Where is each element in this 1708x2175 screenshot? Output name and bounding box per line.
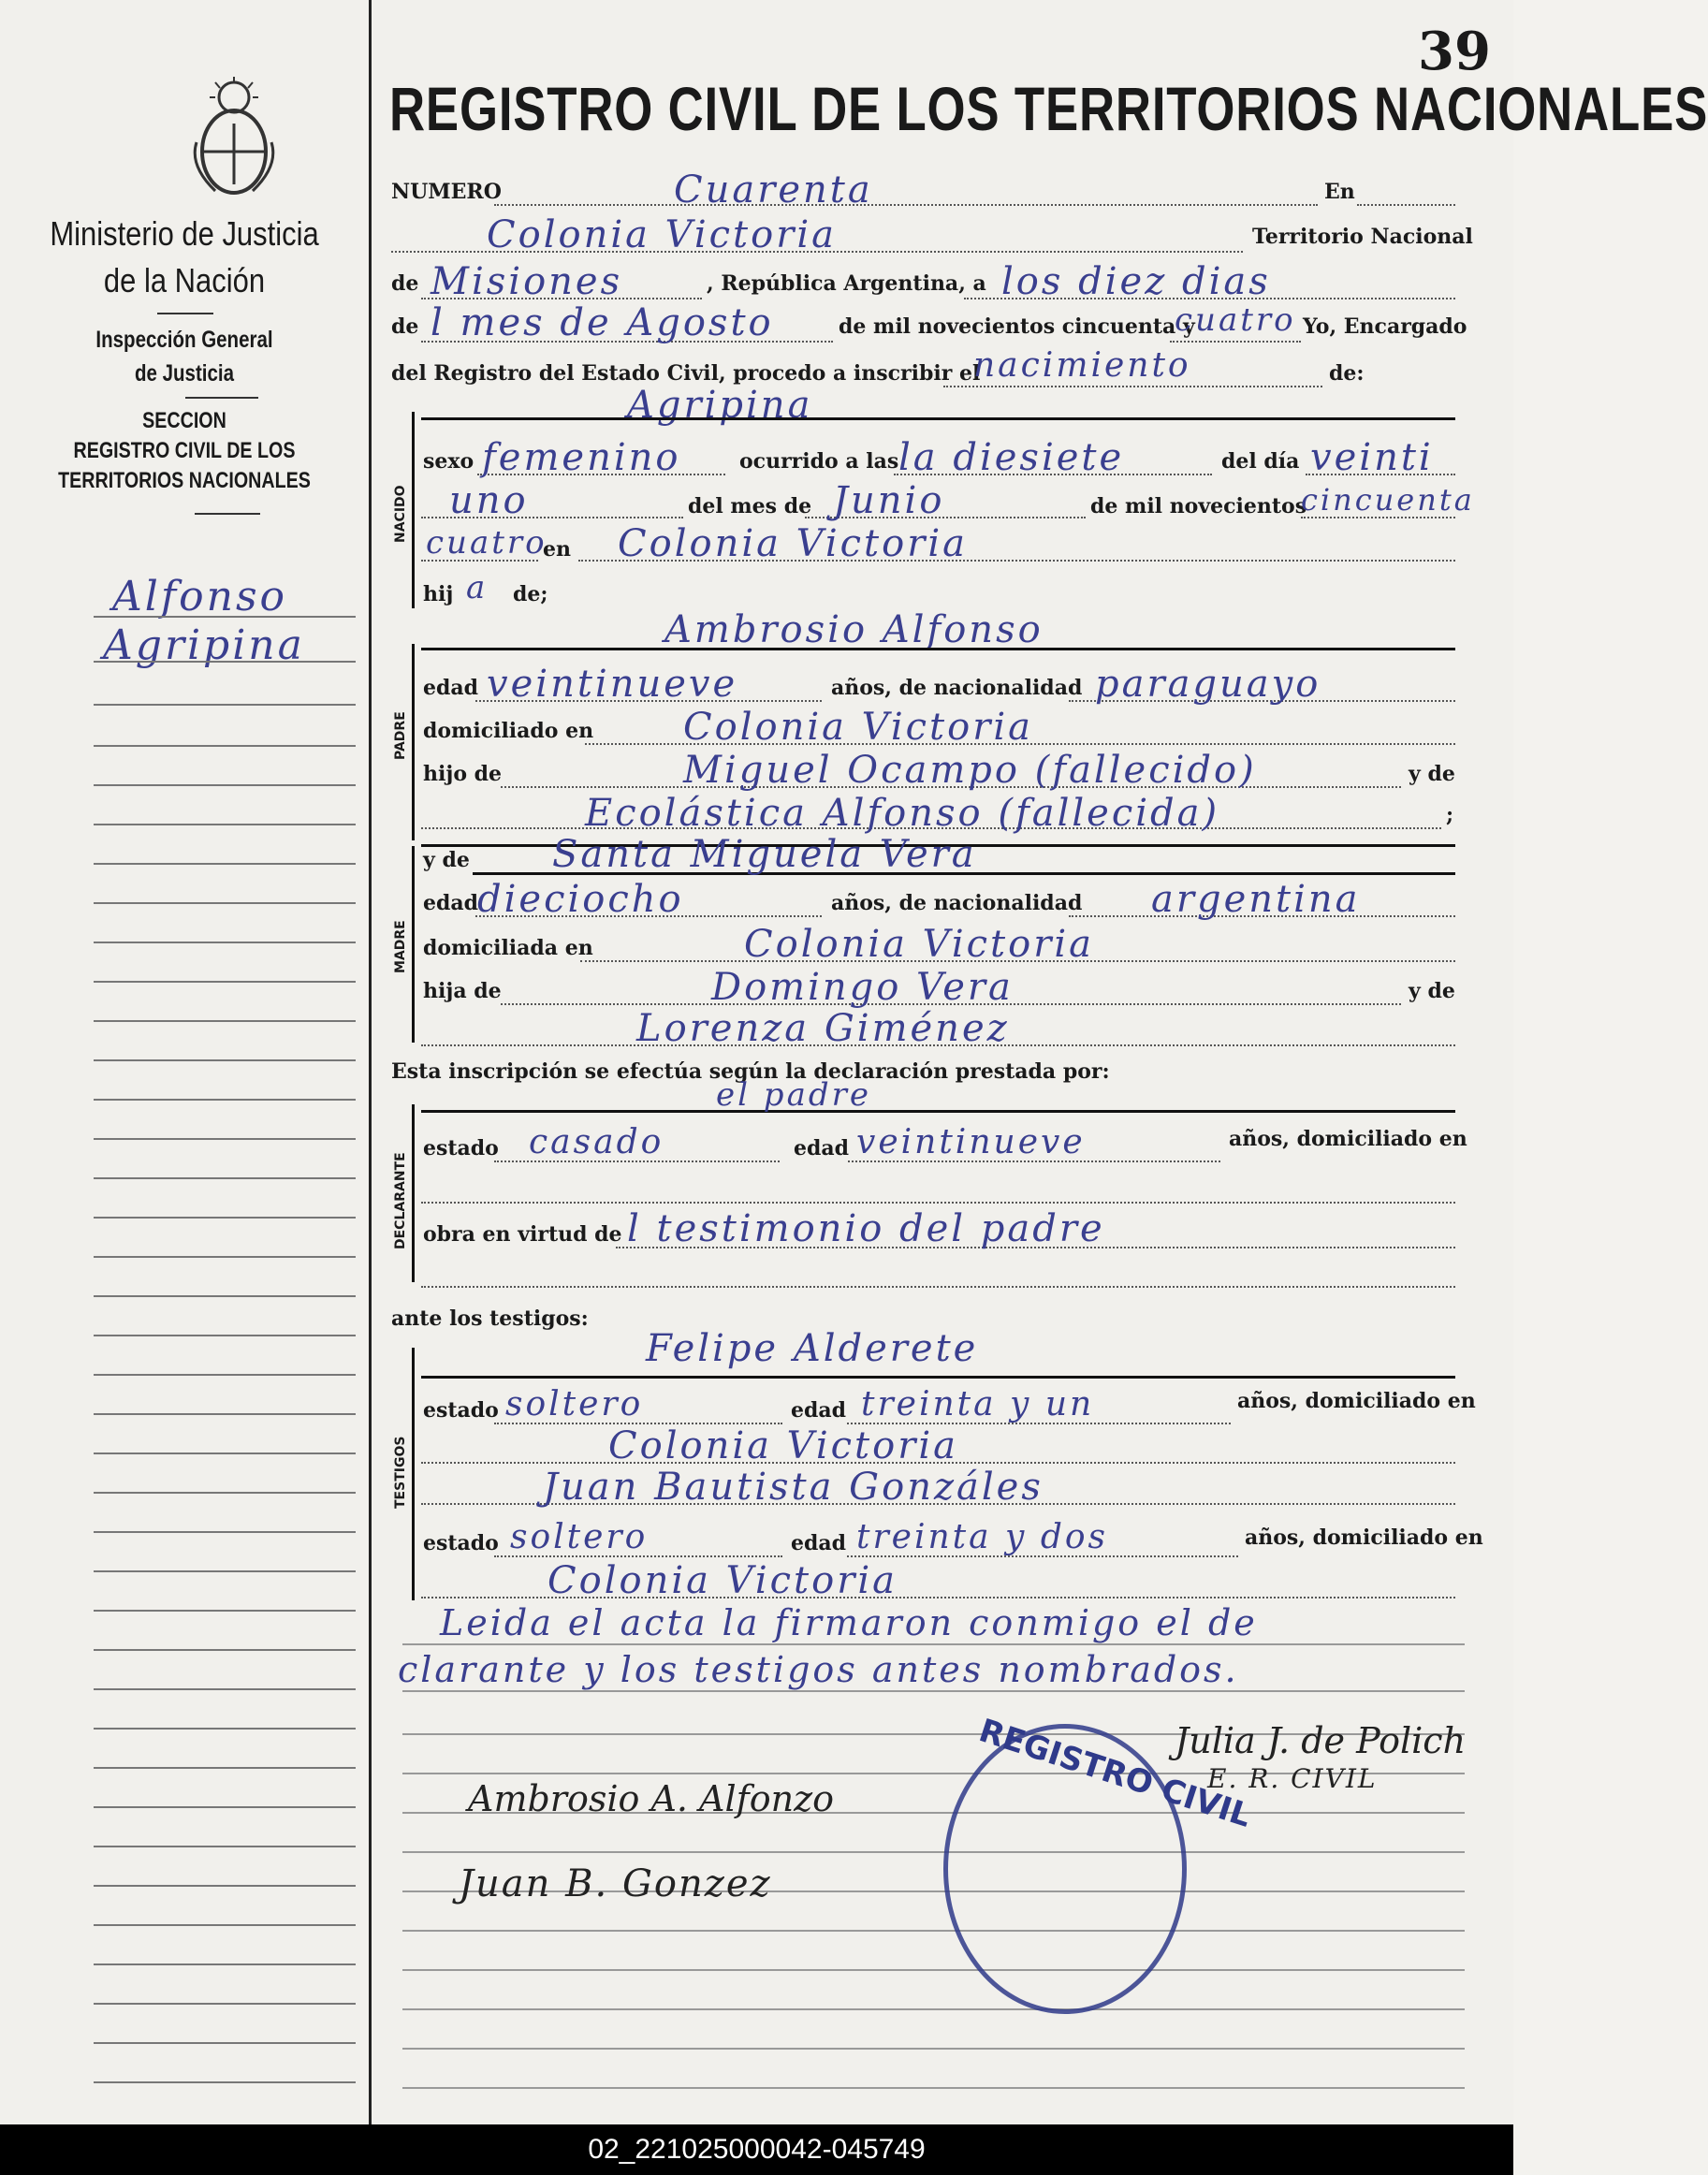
territorio-label: Territorio Nacional xyxy=(1252,225,1473,249)
testigo1-dom-label: años, domiciliado en xyxy=(1237,1389,1476,1413)
sexo-label: sexo xyxy=(423,449,474,474)
hour-value: la diesiete xyxy=(898,436,1125,479)
nacido-side-label: NACIDO xyxy=(393,485,408,543)
sexo-value: femenino xyxy=(482,436,681,479)
birth-place-value: Colonia Victoria xyxy=(618,522,968,565)
coat-of-arms-icon xyxy=(187,77,281,198)
year-value-a: cincuenta xyxy=(1301,482,1475,518)
territory-value: Misiones xyxy=(431,260,623,303)
declarante-side-label: DECLARANTE xyxy=(393,1152,408,1249)
ministry-name: Ministerio de Justicia de la Nación xyxy=(50,214,319,299)
testigo1-dom-value: Colonia Victoria xyxy=(608,1424,958,1467)
padre-mother-value: Ecolástica Alfonso (fallecida) xyxy=(585,792,1220,835)
divider xyxy=(195,513,260,515)
hij-suffix: a xyxy=(466,569,489,606)
padre-nac-value: paraguayo xyxy=(1095,663,1321,706)
madre-name: Santa Miguela Vera xyxy=(552,833,977,876)
declarante-estado-label: estado xyxy=(423,1136,499,1160)
witness-signature: Juan B. Gonzez xyxy=(459,1862,772,1905)
en-birth-label: en xyxy=(543,537,571,562)
day-value: los diez dias xyxy=(1001,260,1271,303)
obra-value: l testimonio del padre xyxy=(627,1207,1105,1250)
place-value: Colonia Victoria xyxy=(487,213,837,256)
footer-code: 02_221025000042-045749 xyxy=(0,2124,1513,2175)
yo-label: Yo, Encargado xyxy=(1303,314,1467,339)
page-number: 39 xyxy=(1418,21,1491,82)
padre-father-value: Miguel Ocampo (fallecido) xyxy=(683,749,1257,792)
padre-bracket xyxy=(412,644,415,840)
padre-hijo-label: hijo de xyxy=(423,762,503,786)
testigo1-edad-value: treinta y un xyxy=(861,1385,1095,1423)
declaracion-label: Esta inscripción se efectúa según la declaración prestada por: xyxy=(391,1059,1110,1084)
declarante-bracket xyxy=(412,1104,415,1282)
de2-label: de xyxy=(391,314,419,339)
testigos-bracket xyxy=(412,1348,415,1600)
testigo1-edad-label: edad xyxy=(791,1398,847,1423)
testigo2-edad-value: treinta y dos xyxy=(856,1518,1109,1556)
declarante-estado-value: casado xyxy=(529,1123,664,1161)
de-label: de xyxy=(391,271,419,296)
padre-yde-label: y de xyxy=(1409,762,1455,786)
testigos-side-label: TESTIGOS xyxy=(393,1436,408,1509)
inspection-name: Inspección General de Justicia xyxy=(95,327,273,387)
madre-edad-value: dieciocho xyxy=(477,878,684,921)
mes-label: del mes de xyxy=(688,494,812,518)
madre-dom-value: Colonia Victoria xyxy=(744,923,1094,966)
madre-nac-value: argentina xyxy=(1151,878,1361,921)
year-value: cuatro xyxy=(1175,301,1296,339)
republica-label: , República Argentina, a xyxy=(707,271,986,296)
section-name: SECCION REGISTRO CIVIL DE LOS TERRITORIOS NACIONALES xyxy=(58,408,311,493)
en-label: En xyxy=(1324,180,1355,204)
declarante-dom-label: años, domiciliado en xyxy=(1229,1127,1467,1151)
year-value-b: cuatro xyxy=(426,524,547,562)
closing-line-2: clarante y los testigos antes nombrados. xyxy=(398,1649,1239,1690)
testigo1-estado-value: soltero xyxy=(505,1385,644,1423)
year-label: de mil novecientos cincuenta y xyxy=(839,314,1195,339)
padre-side-label: PADRE xyxy=(393,711,408,760)
testigo2-dom-value: Colonia Victoria xyxy=(547,1559,898,1602)
nacido-bracket xyxy=(412,412,415,608)
official-title: E. R. CIVIL xyxy=(1207,1763,1378,1794)
madre-mother-value: Lorenza Giménez xyxy=(636,1007,1010,1050)
declarante-name: el padre xyxy=(716,1076,871,1114)
padre-dom-value: Colonia Victoria xyxy=(683,706,1033,749)
padre-edad-label: edad xyxy=(423,676,479,700)
madre-yde2-label: y de xyxy=(1409,979,1455,1003)
madre-nac-label: años, de nacionalidad xyxy=(831,891,1083,915)
ocurrido-label: ocurrido a las xyxy=(739,449,899,474)
testigo1-name: Felipe Alderete xyxy=(646,1327,979,1370)
declarant-signature: Ambrosio A. Alfonzo xyxy=(468,1778,834,1819)
padre-dom-label: domiciliado en xyxy=(423,719,594,743)
testigo2-estado-value: soltero xyxy=(510,1518,649,1556)
madre-yde-label: y de xyxy=(423,848,470,872)
day-value-b: uno xyxy=(449,479,529,522)
left-column-divider xyxy=(369,0,372,2124)
hij-label: hij xyxy=(423,582,454,606)
testigo2-estado-label: estado xyxy=(423,1531,499,1555)
official-signature: Julia J. de Polich xyxy=(1175,1720,1467,1761)
month-value: l mes de Agosto xyxy=(431,301,774,344)
madre-side-label: MADRE xyxy=(393,920,408,973)
stamp-text: REGISTRO CIVIL xyxy=(974,1712,1256,1835)
padre-name: Ambrosio Alfonso xyxy=(664,608,1044,651)
padre-edad-value: veintinueve xyxy=(487,663,738,706)
numero-value: Cuarenta xyxy=(674,168,873,212)
testigos-label: ante los testigos: xyxy=(391,1306,589,1331)
month-value-birth: Junio xyxy=(833,479,945,522)
declarante-edad-label: edad xyxy=(794,1136,850,1160)
registro-label: del Registro del Estado Civil, procedo a inscribir el xyxy=(391,361,981,386)
year-label-birth: de mil novecientos xyxy=(1090,494,1307,518)
numero-label: NUMERO xyxy=(391,180,502,204)
padre-nac-label: años, de nacionalidad xyxy=(831,676,1083,700)
margin-given-name: Agripina xyxy=(103,621,305,669)
testigo2-dom-label: años, domiciliado en xyxy=(1245,1525,1483,1550)
page-title: REGISTRO CIVIL DE LOS TERRITORIOS NACIONALES xyxy=(389,74,1708,143)
testigo1-estado-label: estado xyxy=(423,1398,499,1423)
margin-surname: Alfonso xyxy=(112,573,288,620)
declarante-edad-value: veintinueve xyxy=(856,1123,1086,1161)
padre-semicolon: ; xyxy=(1446,803,1454,827)
divider xyxy=(185,397,258,399)
madre-dom-label: domiciliada en xyxy=(423,936,593,960)
divider xyxy=(157,313,213,314)
testigo2-edad-label: edad xyxy=(791,1531,847,1555)
de3-label: de: xyxy=(1329,361,1365,386)
testigo2-name: Juan Bautista Gonzáles xyxy=(543,1466,1044,1509)
hij-de-label: de; xyxy=(513,582,548,606)
act-value: nacimiento xyxy=(973,346,1191,385)
dia-label: del día xyxy=(1221,449,1300,474)
madre-bracket xyxy=(412,846,415,1043)
closing-line-1: Leida el acta la firmaron conmigo el de xyxy=(440,1602,1258,1643)
day-value-a: veinti xyxy=(1310,436,1434,479)
madre-father-value: Domingo Vera xyxy=(711,966,1014,1009)
nacido-name: Agripina xyxy=(627,384,813,427)
obra-label: obra en virtud de xyxy=(423,1222,622,1247)
madre-hija-label: hija de xyxy=(423,979,502,1003)
madre-edad-label: edad xyxy=(423,891,479,915)
